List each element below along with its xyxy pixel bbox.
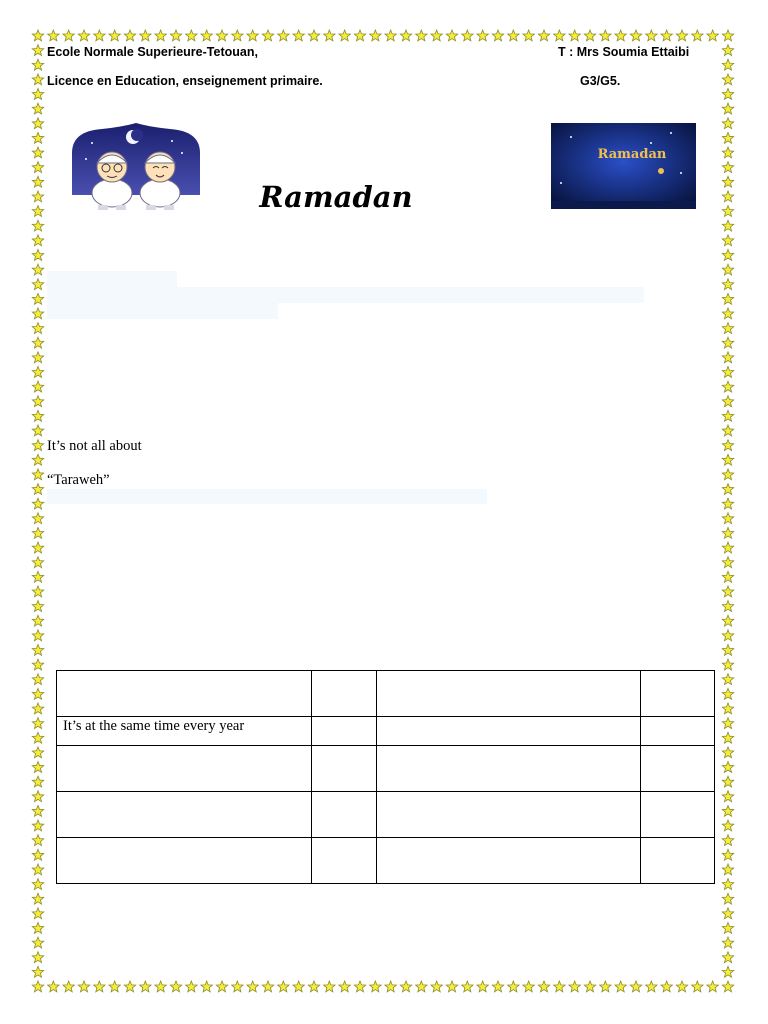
star-icon [692, 981, 703, 992]
star-icon [385, 981, 396, 992]
star-icon [569, 30, 580, 41]
table-cell-text [318, 746, 370, 747]
star-icon [78, 981, 89, 992]
star-icon [32, 162, 43, 173]
star-icon [722, 908, 733, 919]
star-icon [32, 586, 43, 597]
star-icon [32, 381, 43, 392]
star-icon [508, 30, 519, 41]
star-icon [32, 30, 43, 41]
star-icon [416, 30, 427, 41]
star-icon [32, 132, 43, 143]
star-icon [630, 30, 641, 41]
table-cell-text [63, 838, 305, 839]
star-icon [32, 235, 43, 246]
table-cell-text [383, 671, 634, 672]
star-icon [32, 849, 43, 860]
table-cell [312, 746, 377, 792]
star-icon [508, 981, 519, 992]
star-icon [722, 513, 733, 524]
star-icon [615, 981, 626, 992]
star-icon [600, 30, 611, 41]
table-cell [377, 838, 641, 884]
star-icon [32, 352, 43, 363]
star-icon [32, 220, 43, 231]
star-icon [32, 718, 43, 729]
highlight-block-1 [47, 271, 177, 287]
star-icon [431, 30, 442, 41]
star-icon [538, 30, 549, 41]
star-icon [722, 264, 733, 275]
star-icon [32, 264, 43, 275]
star-icon [32, 89, 43, 100]
star-icon [722, 176, 733, 187]
star-icon [232, 981, 243, 992]
star-icon [354, 30, 365, 41]
star-icon [722, 220, 733, 231]
star-icon [477, 30, 488, 41]
star-icon [32, 293, 43, 304]
star-icon [722, 191, 733, 202]
star-icon [722, 147, 733, 158]
star-icon [32, 74, 43, 85]
star-icon [722, 644, 733, 655]
star-icon [431, 981, 442, 992]
table-cell [312, 792, 377, 838]
star-icon [722, 89, 733, 100]
star-icon [232, 30, 243, 41]
page-title: Ramadan [259, 180, 413, 214]
star-icon [462, 30, 473, 41]
star-icon [385, 30, 396, 41]
star-icon [722, 103, 733, 114]
star-icon [446, 981, 457, 992]
star-icon [722, 440, 733, 451]
star-icon [370, 30, 381, 41]
table-cell-text [383, 792, 634, 793]
highlight-block-4 [47, 489, 487, 504]
star-icon [722, 762, 733, 773]
star-icon [722, 776, 733, 787]
star-icon [722, 849, 733, 860]
star-icon [247, 30, 258, 41]
star-icon [661, 30, 672, 41]
star-icon [692, 30, 703, 41]
table-row [57, 792, 715, 838]
star-icon [201, 981, 212, 992]
star-icon [94, 981, 105, 992]
star-icon [140, 981, 151, 992]
star-icon [32, 308, 43, 319]
star-icon [584, 981, 595, 992]
table-cell-text [383, 717, 634, 718]
star-icon [722, 293, 733, 304]
star-icon [201, 30, 212, 41]
star-icon [722, 45, 733, 56]
table-cell-text [63, 792, 305, 793]
star-icon [722, 410, 733, 421]
star-icon [400, 30, 411, 41]
star-icon [32, 527, 43, 538]
star-icon [722, 454, 733, 465]
star-icon [32, 835, 43, 846]
star-icon [32, 922, 43, 933]
star-icon [32, 454, 43, 465]
star-icon [32, 513, 43, 524]
star-icon [32, 659, 43, 670]
table-cell [377, 717, 641, 746]
star-icon [32, 571, 43, 582]
star-icon [722, 396, 733, 407]
table-cell [641, 838, 715, 884]
star-icon [32, 776, 43, 787]
star-icon [109, 30, 120, 41]
table-cell [57, 792, 312, 838]
star-icon [554, 30, 565, 41]
star-icon [140, 30, 151, 41]
group-label: G3/G5. [580, 74, 621, 88]
star-icon [32, 337, 43, 348]
star-icon [722, 498, 733, 509]
star-icon [722, 922, 733, 933]
star-icon [262, 981, 273, 992]
star-icon [722, 469, 733, 480]
star-icon [186, 30, 197, 41]
table-cell-text [318, 792, 370, 793]
star-icon [339, 30, 350, 41]
star-icon [722, 615, 733, 626]
star-icon [722, 601, 733, 612]
star-icon [722, 74, 733, 85]
star-icon [278, 30, 289, 41]
table-cell [312, 717, 377, 746]
star-icon [32, 615, 43, 626]
star-icon [722, 425, 733, 436]
star-icon [722, 952, 733, 963]
star-icon [48, 981, 59, 992]
star-icon [32, 893, 43, 904]
star-icon [32, 425, 43, 436]
table-cell [57, 717, 312, 746]
star-icon [109, 981, 120, 992]
table-cell [57, 671, 312, 717]
star-icon [155, 30, 166, 41]
star-icon [722, 688, 733, 699]
table-cell [377, 746, 641, 792]
star-icon [492, 981, 503, 992]
star-icon [722, 820, 733, 831]
star-icon [32, 820, 43, 831]
table-cell [57, 746, 312, 792]
star-icon [32, 498, 43, 509]
star-icon [676, 981, 687, 992]
star-icon [308, 30, 319, 41]
table-cell-text [63, 671, 305, 672]
table-cell-text [647, 717, 708, 718]
star-icon [462, 981, 473, 992]
table-cell [641, 717, 715, 746]
star-icon [32, 147, 43, 158]
table-cell [377, 671, 641, 717]
star-icon [293, 981, 304, 992]
star-icon [32, 601, 43, 612]
star-icon [722, 732, 733, 743]
table-row [57, 671, 715, 717]
star-icon [722, 352, 733, 363]
star-icon [32, 791, 43, 802]
star-icon [63, 30, 74, 41]
table-cell [312, 671, 377, 717]
star-icon [63, 981, 74, 992]
table-cell [641, 746, 715, 792]
star-icon [722, 235, 733, 246]
star-icon [722, 557, 733, 568]
table-cell-text [318, 717, 370, 718]
star-icon [722, 791, 733, 802]
star-icon [32, 908, 43, 919]
star-icon [262, 30, 273, 41]
star-icon [32, 630, 43, 641]
star-icon [370, 981, 381, 992]
star-icon [538, 981, 549, 992]
table-cell-text [318, 671, 370, 672]
table-cell [312, 838, 377, 884]
star-icon [32, 703, 43, 714]
star-icon [446, 30, 457, 41]
star-icon [615, 30, 626, 41]
star-icon [661, 981, 672, 992]
highlight-block-2 [47, 287, 644, 303]
table-cell-text [63, 746, 305, 747]
star-icon [722, 893, 733, 904]
star-icon [324, 981, 335, 992]
star-icon [722, 118, 733, 129]
star-icon [722, 966, 733, 977]
star-icon [32, 674, 43, 685]
star-icon [722, 337, 733, 348]
table-cell-text [647, 792, 708, 793]
star-icon [722, 279, 733, 290]
table-cell [641, 671, 715, 717]
banner-text: Ramadan [597, 147, 667, 162]
star-icon [400, 981, 411, 992]
star-icon [32, 864, 43, 875]
star-icon [32, 45, 43, 56]
table-cell [641, 792, 715, 838]
table-cell-text [647, 671, 708, 672]
star-icon [32, 805, 43, 816]
star-icon [722, 747, 733, 758]
star-icon [722, 674, 733, 685]
star-icon [32, 469, 43, 480]
star-icon [722, 981, 733, 992]
worksheet-table [56, 670, 715, 884]
teacher-name: T : Mrs Soumia Ettaibi [558, 45, 690, 59]
star-icon [707, 30, 718, 41]
table-cell-text [647, 746, 708, 747]
star-icon [278, 981, 289, 992]
star-icon [186, 981, 197, 992]
star-icon [722, 937, 733, 948]
star-icon [722, 367, 733, 378]
star-icon [32, 323, 43, 334]
star-icon [32, 937, 43, 948]
star-icon [416, 981, 427, 992]
star-icon [32, 103, 43, 114]
star-icon [722, 162, 733, 173]
star-icon [722, 879, 733, 890]
star-icon [32, 688, 43, 699]
star-icon [293, 30, 304, 41]
star-icon [32, 118, 43, 129]
table-cell-text [318, 838, 370, 839]
star-icon [600, 981, 611, 992]
star-icon [477, 981, 488, 992]
star-icon [32, 440, 43, 451]
star-icon [124, 981, 135, 992]
star-icon [722, 484, 733, 495]
star-icon [32, 367, 43, 378]
table-row [57, 717, 715, 746]
star-icon [722, 703, 733, 714]
star-icon [722, 571, 733, 582]
star-icon [722, 864, 733, 875]
star-icon [247, 981, 258, 992]
star-icon [48, 30, 59, 41]
star-icon [32, 557, 43, 568]
star-icon [722, 59, 733, 70]
star-icon [94, 30, 105, 41]
star-icon [339, 981, 350, 992]
star-icon [722, 835, 733, 846]
star-icon [32, 59, 43, 70]
table-cell-text [383, 838, 634, 839]
star-icon [722, 132, 733, 143]
star-icon [646, 981, 657, 992]
star-icon [216, 30, 227, 41]
star-icon [722, 630, 733, 641]
star-icon [32, 484, 43, 495]
program-name: Licence en Education, enseignement primaire. [47, 74, 323, 88]
star-icon [32, 279, 43, 290]
star-icon [722, 249, 733, 260]
table-row [57, 746, 715, 792]
star-icon [492, 30, 503, 41]
star-icon [32, 542, 43, 553]
text-line-2: “Taraweh” [47, 472, 110, 488]
star-icon [722, 30, 733, 41]
star-icon [32, 879, 43, 890]
ramadan-banner-image [551, 123, 696, 209]
star-icon [722, 805, 733, 816]
star-icon [78, 30, 89, 41]
star-icon [676, 30, 687, 41]
star-icon [32, 952, 43, 963]
star-icon [170, 30, 181, 41]
star-icon [324, 30, 335, 41]
school-name: Ecole Normale Superieure-Tetouan, [47, 45, 258, 59]
star-icon [554, 981, 565, 992]
star-icon [32, 747, 43, 758]
star-icon [722, 659, 733, 670]
star-icon [584, 30, 595, 41]
table-cell [377, 792, 641, 838]
star-icon [32, 249, 43, 260]
star-icon [170, 981, 181, 992]
star-icon [722, 206, 733, 217]
table-row [57, 838, 715, 884]
table-cell-text [383, 746, 634, 747]
star-icon [722, 718, 733, 729]
star-icon [722, 542, 733, 553]
star-icon [630, 981, 641, 992]
star-icon [32, 644, 43, 655]
star-icon [722, 323, 733, 334]
star-icon [722, 527, 733, 538]
star-icon [32, 762, 43, 773]
star-icon [308, 981, 319, 992]
star-icon [646, 30, 657, 41]
star-icon [32, 966, 43, 977]
star-icon [216, 981, 227, 992]
star-icon [722, 381, 733, 392]
text-line-1: It’s not all about [47, 438, 142, 454]
table-cell-text: It’s at the same time every year [63, 718, 245, 734]
star-icon [155, 981, 166, 992]
star-icon [124, 30, 135, 41]
star-icon [523, 981, 534, 992]
star-icon [722, 308, 733, 319]
star-icon [32, 410, 43, 421]
star-icon [722, 586, 733, 597]
table-cell [57, 838, 312, 884]
table-cell-text [647, 838, 708, 839]
highlight-block-3 [47, 303, 278, 319]
star-icon [354, 981, 365, 992]
star-icon [707, 981, 718, 992]
star-icon [32, 732, 43, 743]
star-icon [32, 396, 43, 407]
star-icon [32, 981, 43, 992]
star-icon [523, 30, 534, 41]
star-icon [569, 981, 580, 992]
